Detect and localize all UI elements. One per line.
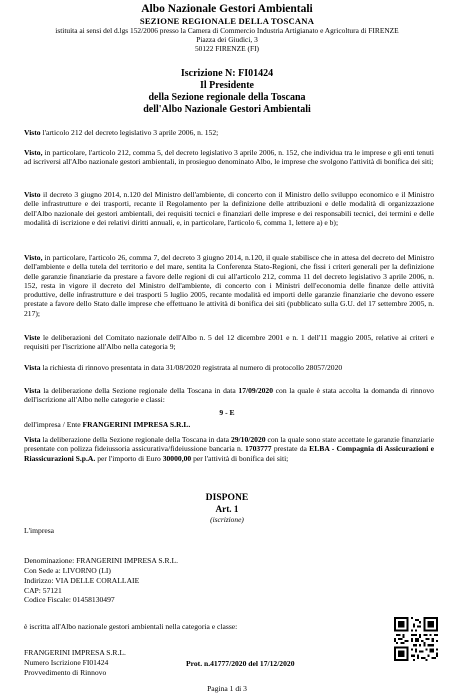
paragraph-text: per l'attività di bonifica dei siti; bbox=[191, 453, 289, 463]
dispone-title: DISPONE bbox=[205, 492, 249, 503]
paragraph-visto-2 bbox=[24, 148, 434, 167]
president-title: Il Presidente bbox=[200, 80, 254, 91]
sede: Con Sede a: LIVORNO (LI) bbox=[24, 565, 111, 575]
company-prefix: dell'impresa / Ente bbox=[24, 420, 83, 429]
paragraph-lead: Vista bbox=[24, 435, 41, 444]
denominazione: Denominazione: FRANGERINI IMPRESA S.R.L. bbox=[24, 556, 178, 565]
footer-left bbox=[24, 648, 126, 678]
dispone-block bbox=[0, 492, 454, 524]
footer-company: FRANGERINI IMPRESA S.R.L. bbox=[24, 648, 126, 657]
guarantee-amount: 30000,00 bbox=[162, 453, 192, 463]
paragraph-text: l'articolo 212 del decreto legislativo 3 aprile 2006, n. 152; bbox=[40, 128, 219, 137]
company-details bbox=[24, 556, 324, 605]
paragraph-text: con la quale sono state accettate le garanzie finanziarie presentate con polizza fideiussoria assicurativa/fideiussione bancaria n. bbox=[24, 435, 435, 454]
paragraph-delib-2 bbox=[24, 435, 434, 463]
paragraph-lead: Viste bbox=[24, 333, 41, 342]
paragraph-text: la deliberazione della Sezione regionale della Toscana in data bbox=[40, 435, 231, 444]
article-subtitle: (iscrizione) bbox=[210, 514, 244, 524]
delib1-date: 17/09/2020 bbox=[238, 386, 274, 395]
paragraph-delib-1 bbox=[24, 386, 434, 405]
iscrizione-number: Iscrizione N: FI01424 bbox=[180, 68, 274, 79]
paragraph-text: la richiesta di rinnovo presentata in data 31/08/2020 registrata al numero di protocollo 28057/2020 bbox=[40, 363, 343, 372]
paragraph-text: per l'importo di Euro bbox=[95, 453, 163, 463]
paragraph-lead: Vista bbox=[24, 363, 41, 372]
footer-provv: Provvedimento di Rinnovo bbox=[24, 667, 107, 677]
company-name: FRANGERINI IMPRESA S.R.L. bbox=[82, 420, 191, 429]
paragraph-lead: Visto, bbox=[24, 253, 43, 262]
paragraph-text: prestate da bbox=[271, 444, 310, 454]
delib2-date: 29/10/2020 bbox=[230, 435, 266, 444]
document-title bbox=[0, 68, 454, 116]
paragraph-text: in particolare, l'articolo 212, comma 5, del decreto legislativo 3 aprile 2006, n. 152, che individua tra le imprese e gli enti tenuti ad iscriversi all'Albo nazionale gestori ambientali, in prosieguo denominato Albo, le imprese che svolgono l'attività di bonifica dei siti; bbox=[24, 148, 434, 167]
qr-code-icon bbox=[394, 617, 438, 661]
insurer-name: ELBA - Compagnia di Assicurazioni e Riassicurazioni S.p.A. bbox=[24, 444, 434, 463]
paragraph-vista-6 bbox=[24, 363, 434, 372]
paragraph-visto-4 bbox=[24, 253, 434, 318]
paragraph-visto-1 bbox=[24, 128, 434, 137]
paragraph-text: le deliberazioni del Comitato nazionale dell'Albo n. 5 del 12 dicembre 2001 e n. 1 dell'11 maggio 2005, relative ai criteri e requisiti per l'iscrizione all'Albo nella categoria 9; bbox=[24, 333, 434, 352]
org-name: Albo Nazionale Gestori Ambientali bbox=[141, 3, 313, 15]
org-header bbox=[0, 3, 454, 53]
city-line: 50122 FIRENZE (FI) bbox=[194, 44, 260, 54]
paragraph-lead: Visto bbox=[24, 128, 41, 137]
indirizzo: Indirizzo: VIA DELLE CORALLAIE bbox=[24, 575, 140, 585]
paragraph-visto-3 bbox=[24, 190, 434, 227]
iscritta-statement: è iscritta all'Albo nazionale gestori ambientali nella categoria e classe: bbox=[24, 622, 238, 631]
paragraph-text: in particolare, l'articolo 26, comma 7, del decreto 3 giugno 2014, n.120, il quale stabilisce che in attesa del decreto del Ministro dell'ambiente e della tutela del territorio e del mare, sentita la Conferenza Stato-Regioni, che fissi i criteri generali per la definizione delle garanzie finanziarie da prestare a favore delle regioni di cui all'articolo 212, comma 11 del decreto legislativo 3 aprile 2006, n. 152, resta in vigore il decreto del Ministro dell'ambiente, di concerto con i Ministri dell'economia delle finanze delle attività produttive, delle infrastrutture e dei trasporti 5 luglio 2005, recante modalità ed importi delle garanzie finanziarie che devono essere prestate a favore dello Stato dalle imprese che effettuano le attività di bonifica dei siti (pubblicato sulla G.U. del 17 settembre 2005, n. 217); bbox=[24, 253, 434, 318]
street-line: Piazza dei Giudici, 3 bbox=[196, 35, 258, 45]
footer-numero: Numero Iscrizione FI01424 bbox=[24, 657, 109, 667]
codice-fiscale: Codice Fiscale: 01458130497 bbox=[24, 595, 115, 605]
paragraph-text: il decreto 3 giugno 2014, n.120 del Ministro dell'ambiente, di concerto con il Ministro dello sviluppo economico e il Ministro delle infrastrutture e dei trasporti, recante il Regolamento per la definizione delle attribuzioni e delle modalità di organizzazione dell'Albo nazionale dei gestori ambientali, dei requisiti tecnici e finanziari delle imprese e dei responsabili tecnici, dei termini e delle modalità di iscrizione e dei relativi diritti annuali, e, in particolare, l'articolo 6, comma 1, lettere a) e b); bbox=[24, 190, 434, 227]
cap: CAP: 57121 bbox=[24, 585, 62, 595]
category-class: 9 - E bbox=[219, 408, 235, 417]
company-line bbox=[24, 420, 434, 429]
section-name: SEZIONE REGIONALE DELLA TOSCANA bbox=[139, 15, 315, 26]
impresa-intro: L'impresa bbox=[24, 526, 55, 535]
address-line: istituita ai sensi del d.lgs 152/2006 presso la Camera di Commercio Industria Artigianato e Agricoltura di FIRENZE bbox=[55, 26, 399, 36]
albo-title: dell'Albo Nazionale Gestori Ambientali bbox=[143, 104, 311, 115]
paragraph-text: la deliberazione della Sezione regionale della Toscana in data bbox=[40, 386, 239, 395]
section-title: della Sezione regionale della Toscana bbox=[148, 92, 306, 103]
paragraph-lead: Visto, bbox=[24, 148, 43, 157]
paragraph-text: con la quale è stata accolta la domanda di rinnovo dell'iscrizione all'Albo nelle categorie e classi: bbox=[24, 386, 434, 405]
protocol-number: Prot. n.41777/2020 del 17/12/2020 bbox=[186, 659, 295, 668]
paragraph-lead: Visto bbox=[24, 190, 41, 199]
paragraph-lead: Vista bbox=[24, 386, 41, 395]
policy-number: 1703777 bbox=[245, 444, 272, 454]
page-number: Pagina 1 di 3 bbox=[207, 684, 247, 693]
paragraph-viste-5 bbox=[24, 333, 434, 352]
article-number: Art. 1 bbox=[215, 503, 239, 514]
